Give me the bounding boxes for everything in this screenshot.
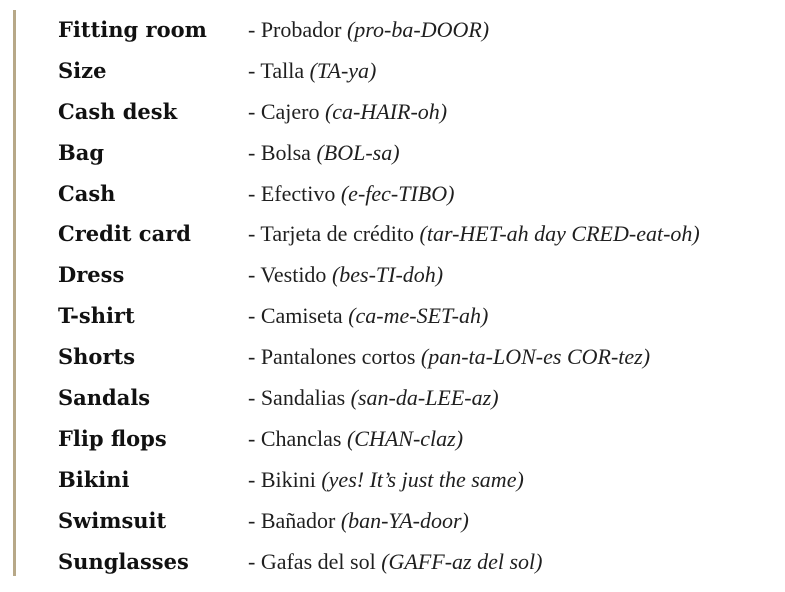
translation: - Efectivo (248, 180, 336, 206)
translation: - Pantalones cortos (248, 344, 416, 370)
pronunciation: (ca-HAIR-oh) (324, 98, 448, 124)
pronunciation: (pan-ta-LON-es COR-tez) (420, 344, 651, 370)
pronunciation: (ca-me-SET-ah) (348, 303, 489, 329)
definition (248, 174, 454, 215)
definition (248, 133, 400, 174)
accent-rule (13, 10, 16, 576)
list-item (58, 460, 778, 501)
pronunciation: (CHAN-claz) (346, 425, 464, 451)
list-item (58, 501, 778, 542)
list-item (58, 337, 778, 378)
pronunciation: (ban-YA-door) (340, 507, 469, 533)
translation: - Gafas del sol (248, 548, 376, 574)
list-item (58, 378, 778, 419)
term: Sandals (58, 385, 151, 411)
translation: - Bañador (248, 507, 336, 533)
vocabulary-list (58, 10, 778, 582)
list-item (58, 419, 778, 460)
list-item (58, 214, 778, 255)
term: Credit card (58, 221, 191, 247)
translation: - Talla (248, 57, 305, 83)
translation: - Tarjeta de crédito (248, 221, 415, 247)
definition (248, 296, 488, 337)
pronunciation: (GAFF-az del sol) (381, 548, 543, 574)
pronunciation: (e-fec-TIBO) (340, 180, 455, 206)
list-item (58, 51, 778, 92)
pronunciation: (pro-ba-DOOR) (346, 17, 490, 42)
list-item (58, 174, 778, 215)
definition (248, 337, 650, 378)
translation: - Bolsa (248, 139, 311, 165)
term: Swimsuit (58, 507, 167, 533)
definition (248, 460, 524, 501)
list-item (58, 133, 778, 174)
translation: - Vestido (248, 262, 327, 288)
term: Dress (58, 262, 125, 288)
term: Flip flops (58, 425, 167, 451)
list-item (58, 542, 778, 583)
definition (248, 542, 542, 583)
pronunciation: (TA-ya) (309, 57, 377, 83)
term: Fitting room (58, 17, 207, 42)
pronunciation: (yes! It’s just the same) (321, 466, 524, 492)
term: Sunglasses (58, 548, 189, 574)
term: Shorts (58, 344, 136, 370)
term: Cash (58, 180, 116, 206)
definition (248, 214, 700, 255)
translation: - Camiseta (248, 303, 343, 329)
term: Bag (58, 139, 105, 165)
term: T-shirt (58, 303, 135, 329)
term: Cash desk (58, 98, 178, 124)
definition (248, 419, 463, 460)
translation: - Sandalias (248, 385, 346, 411)
definition (248, 51, 376, 92)
definition (248, 501, 469, 542)
translation: - Probador (248, 17, 342, 42)
translation: - Chanclas (248, 425, 342, 451)
list-item (58, 10, 778, 51)
term: Size (58, 57, 107, 83)
translation: - Cajero (248, 98, 320, 124)
definition (248, 10, 489, 51)
list-item (58, 255, 778, 296)
definition (248, 255, 443, 296)
pronunciation: (BOL-sa) (316, 139, 400, 165)
list-item (58, 296, 778, 337)
pronunciation: (tar-HET-ah day CRED-eat-oh) (419, 221, 700, 247)
pronunciation: (bes-TI-doh) (331, 262, 444, 288)
pronunciation: (san-da-LEE-az) (350, 385, 499, 411)
definition (248, 92, 447, 133)
list-item (58, 92, 778, 133)
translation: - Bikini (248, 466, 316, 492)
term: Bikini (58, 466, 130, 492)
definition (248, 378, 499, 419)
